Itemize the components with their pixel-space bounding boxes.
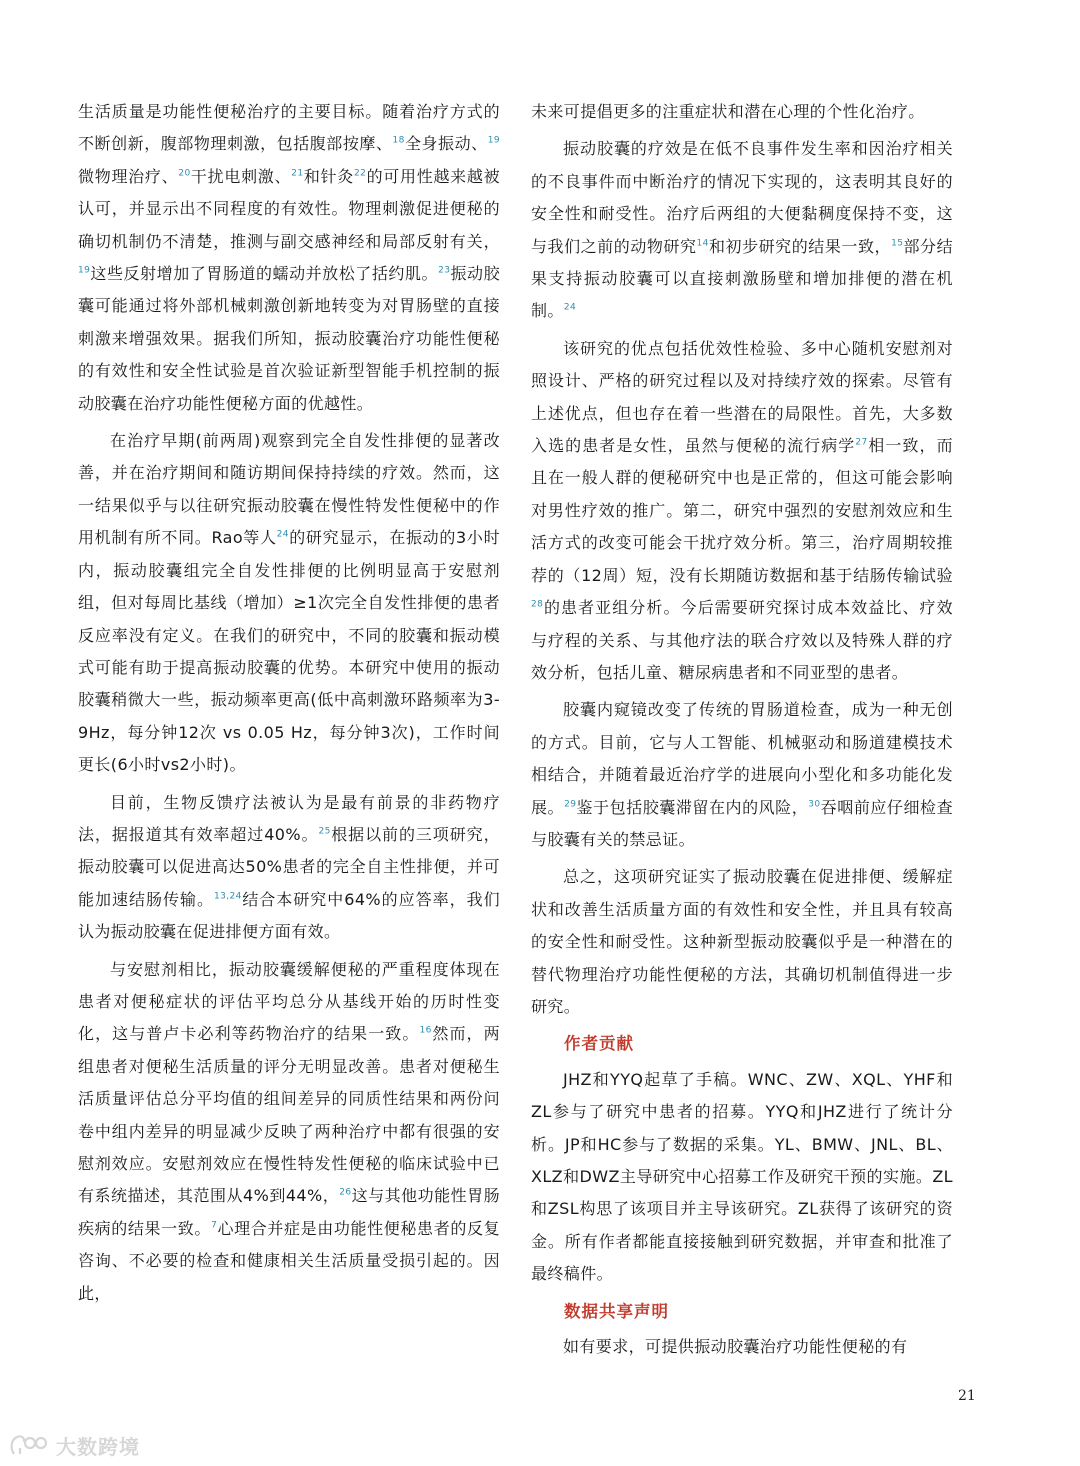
paragraph-text: 的患者亚组分析。今后需要研究探讨成本效益比、疗效与疗程的关系、与其他疗法的联合疗效以及特殊人群的疗效分析，包括儿童、糖尿病患者和不同亚型的患者。 — [531, 598, 953, 682]
body-paragraph — [531, 694, 953, 856]
body-paragraph — [78, 954, 500, 1310]
body-paragraph — [531, 96, 953, 128]
section-heading: 数据共享声明 — [564, 1301, 669, 1321]
citation-ref: 24 — [276, 529, 289, 540]
citation-ref: 21 — [291, 168, 304, 179]
body-paragraph — [78, 425, 500, 781]
watermark-logo-icon — [8, 1432, 52, 1458]
citation-ref: 20 — [178, 168, 191, 179]
watermark-text: 大数跨境 — [56, 1434, 140, 1459]
citation-ref: 25 — [318, 826, 331, 837]
paragraph-text: 这与其他功能性胃肠疾病的结果一致。 — [78, 1186, 500, 1238]
paragraph-text: 如有要求，可提供振动胶囊治疗功能性便秘的有 — [563, 1337, 908, 1357]
body-paragraph — [78, 787, 500, 949]
citation-ref: 28 — [531, 599, 544, 610]
citation-ref: 30 — [808, 799, 821, 810]
section-heading: 作者贡献 — [564, 1034, 634, 1054]
citation-ref: 19 — [487, 136, 500, 147]
paragraph-text: 在治疗早期(前两周)观察到完全自发性排便的显著改善，并在治疗期间和随访期间保持持续的疗效。然而，这一结果似乎与以往研究振动胶囊在慢性特发性便秘中的作用机制有所不同。Rao等人 — [78, 431, 500, 548]
paragraph-text: JHZ和YYQ起草了手稿。WNC、ZW、XQL、YHF和ZL参与了研究中患者的招募。YYQ和JHZ进行了统计分析。JP和HC参与了数据的采集。YL、BMW、JNL、BL、XLZ和DWZ主导研究中心招募工作及研究干预的实施。ZL和ZSL构思了该项目并主导该研究。ZL获得了该研究的资金。所有作者都能直接接触到研究数据，并审查和批准了最终稿件。 — [531, 1069, 953, 1284]
paragraph-text: 干扰电刺激、 — [190, 166, 292, 186]
paragraph-text: 和初步研究的结果一致， — [708, 236, 892, 256]
paragraph-text: 未来可提倡更多的注重症状和潜在心理的个性化治疗。 — [531, 102, 925, 121]
body-paragraph — [78, 96, 500, 420]
paragraph-text: 全身振动、 — [404, 134, 488, 154]
paragraph-text: 心理合并症是由功能性便秘患者的反复咨询、不必要的检查和健康相关生活质量受损引起的。因此， — [78, 1218, 500, 1303]
paragraph-text: 的可用性越来越被认可，并显示出不同程度的有效性。物理刺激促进便秘的确切机制仍不清楚，推测与副交感神经和局部反射有关， — [78, 166, 501, 251]
page-number: 21 — [958, 1388, 976, 1404]
right-column — [531, 96, 953, 1368]
paragraph-text: 这些反射增加了胃肠道的蠕动并放松了括约肌。 — [90, 264, 439, 284]
body-paragraph — [531, 1064, 953, 1291]
body-paragraph — [531, 133, 953, 327]
body-paragraph — [531, 333, 953, 689]
left-column — [78, 96, 500, 1315]
paragraph-text: 部分结果支持振动胶囊可以直接刺激肠壁和增加排便的潜在机制。 — [531, 236, 953, 321]
citation-ref: 13,24 — [213, 891, 242, 902]
citation-ref: 18 — [392, 136, 405, 147]
paragraph-text: 和针灸 — [303, 166, 354, 186]
citation-ref: 24 — [563, 303, 577, 314]
paragraph-text: 振动胶囊可能通过将外部机械刺激创新地转变为对胃肠壁的直接刺激来增强效果。据我们所知，振动胶囊治疗功能性便秘的有效性和安全性试验是首次验证新型智能手机控制的振动胶囊在治疗功能性便秘方面的优越性。 — [78, 264, 500, 413]
citation-ref: 15 — [891, 238, 904, 249]
paragraph-text: 相一致，而且在一般人群的便秘研究中也是正常的，但这可能会影响对男性疗效的推广。第二，研究中强烈的安慰剂效应和生活方式的改变可能会干扰疗效分析。第三，治疗周期较推荐的（12周）短，没有长期随访数据和基于结肠传输试验 — [531, 436, 953, 585]
citation-ref: 19 — [78, 265, 91, 276]
paragraph-text: 微物理治疗、 — [78, 166, 179, 186]
citation-ref: 23 — [438, 265, 451, 276]
paragraph-text: 根据以前的三项研究，振动胶囊可以促进高达50%患者的完全自主性排便，并可能加速结肠传输。 — [78, 824, 500, 909]
paragraph-text: 与安慰剂相比，振动胶囊缓解便秘的严重程度体现在患者对便秘症状的评估平均总分从基线开始的历时性变化，这与普卢卡必利等药物治疗的结果一致。 — [78, 959, 500, 1044]
paragraph-text: 鉴于包括胶囊滞留在内的风险， — [576, 797, 809, 817]
paragraph-text: 总之，这项研究证实了振动胶囊在促进排便、缓解症状和改善生活质量方面的有效性和安全性，并且具有较高的安全性和耐受性。这种新型振动胶囊似乎是一种潜在的替代物理治疗功能性便秘的方法，其确切机制值得进一步研究。 — [531, 867, 953, 1016]
body-paragraph — [531, 1331, 953, 1363]
citation-ref: 27 — [855, 437, 868, 448]
paragraph-text: 的研究显示，在振动的3小时内，振动胶囊组完全自发性排便的比例明显高于安慰剂组，但对每周比基线（增加）≥1次完全自发性排便的患者反应率没有定义。在我们的研究中，不同的胶囊和振动模式可能有助于提高振动胶囊的优势。本研究中使用的振动胶囊稍微大一些，振动频率更高(低中高刺激环路频率为3-9Hz，每分钟12次 vs 0.05 Hz，每分钟3次)，工作时间更长(6小时vs2小时)。 — [78, 528, 500, 775]
paragraph-text: 胶囊内窥镜改变了传统的胃肠道检查，成为一种无创的方式。目前，它与人工智能、机械驱动和肠道建模技术相结合，并随着最近治疗学的进展向小型化和多功能化发展。 — [531, 700, 953, 817]
paragraph-text: 吞咽前应仔细检查与胶囊有关的禁忌证。 — [531, 797, 953, 849]
paragraph-text: 生活质量是功能性便秘治疗的主要目标。随着治疗方式的不断创新，腹部物理刺激，包括腹部按摩、 — [78, 102, 500, 154]
citation-ref: 22 — [353, 168, 367, 179]
paragraph-text: 该研究的优点包括优效性检验、多中心随机安慰剂对照设计、严格的研究过程以及对持续疗效的探索。尽管有上述优点，但也存在着一些潜在的局限性。首先，大多数入选的患者是女性，虽然与便秘的流行病学 — [531, 338, 953, 456]
paragraph-text: 然而，两组患者对便秘生活质量的评分无明显改善。患者对便秘生活质量评估总分平均值的组间差异的同质性结果和两份问卷中组内差异的明显减少反映了两种治疗中都有很强的安慰剂效应。安慰剂效应在慢性特发性便秘的临床试验中已有系统描述，其范围从4%到44%， — [78, 1024, 500, 1206]
citation-ref: 29 — [564, 799, 577, 810]
citation-ref: 7 — [211, 1220, 218, 1231]
paragraph-text: 目前，生物反馈疗法被认为是最有前景的非药物疗法，据报道其有效率超过40%。 — [78, 792, 500, 844]
paragraph-text: 振动胶囊的疗效是在低不良事件发生率和因治疗相关的不良事件而中断治疗的情况下实现的，这表明其良好的安全性和耐受性。治疗后两组的大便黏稠度保持不变，这与我们之前的动物研究 — [531, 139, 953, 256]
watermark — [8, 1430, 140, 1460]
citation-ref: 26 — [339, 1188, 352, 1199]
body-paragraph — [531, 861, 953, 1023]
paragraph-text: 结合本研究中64%的应答率，我们认为振动胶囊在促进排便方面有效。 — [78, 889, 500, 942]
citation-ref: 16 — [419, 1026, 432, 1037]
citation-ref: 14 — [696, 238, 709, 249]
